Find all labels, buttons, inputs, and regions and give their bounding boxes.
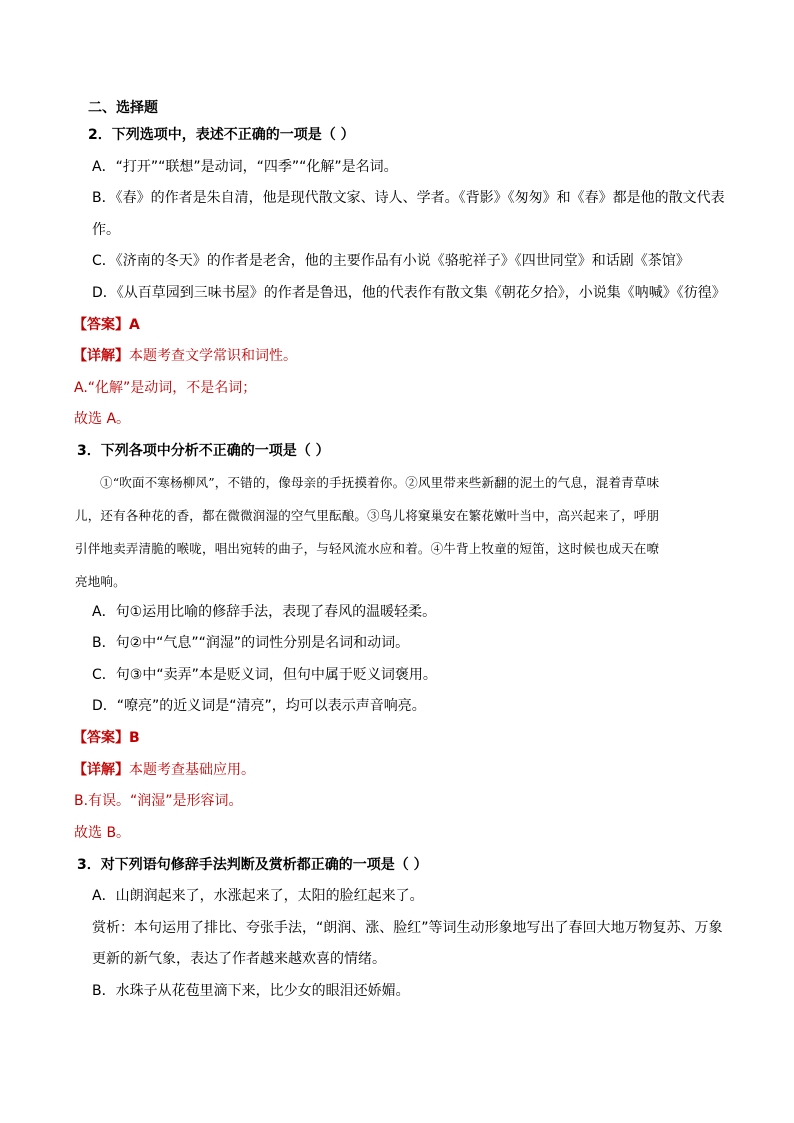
question-3a-option-d: D．“嘹亮”的近义词是“清亮”，均可以表示声音响亮。: [92, 698, 426, 714]
question-3a-option-c: C．句③中“卖弄”本是贬义词，但句中属于贬义词褒用。: [92, 667, 437, 683]
question-3a-stem: 3．下列各项中分析不正确的一项是（ ）: [77, 443, 330, 459]
question-2-option-d: D．《从百草园到三味书屋》的作者是鲁迅，他的代表作有散文集《朝花夕拾》，小说集《呐喊》《彷徨》: [92, 285, 726, 301]
passage-line-1: ①“吹面不寒杨柳风”，不错的，像母亲的手抚摸着你。②风里带来些新翻的泥土的气息，混着青草味: [100, 475, 660, 490]
answer-value: B: [129, 730, 140, 746]
question-2-stem: 2．下列选项中，表述不正确的一项是（ ）: [88, 127, 355, 143]
question-3a-detail: [73, 761, 255, 779]
question-3b-analysis-line-1: 赏析：本句运用了排比、夸张手法，“朗润、涨、脸红”等词生动形象地写出了春回大地万物复苏、万象: [92, 920, 723, 936]
answer-label: 【答案】: [73, 730, 129, 746]
passage-line-2: 儿，还有各种花的香，都在微微润湿的空气里酝酿。③鸟儿将窠巢安在繁花嫩叶当中，高兴起来了，呼朋: [75, 508, 660, 523]
question-3b-option-a: A．山朗润起来了，水涨起来了，太阳的脸红起来了。: [92, 888, 424, 904]
question-3a-answer: [73, 729, 140, 747]
question-2-detail: [73, 347, 297, 365]
answer-value: A: [129, 317, 140, 333]
detail-text: 本题考查文学常识和词性。: [129, 348, 297, 364]
question-3a-explanation: B.有误。“润湿”是形容词。: [74, 793, 243, 809]
passage-line-3: 引伴地卖弄清脆的喉咙，唱出宛转的曲子，与轻风流水应和着。④牛背上牧童的短笛，这时候也成天在嘹: [75, 541, 660, 556]
detail-label: 【详解】: [73, 348, 129, 364]
reading-passage: [75, 466, 720, 598]
question-2-option-c: C．《济南的冬天》的作者是老舍，他的主要作品有小说《骆驼祥子》《四世同堂》和话剧《茶馆》: [92, 253, 690, 269]
question-3a-option-a: A．句①运用比喻的修辞手法，表现了春风的温暖轻柔。: [92, 604, 437, 620]
question-2-answer: [73, 316, 140, 334]
question-2-option-b: B．《春》的作者是朱自清，他是现代散文家、诗人、学者。《背影》《匆匆》和《春》都是他的散文代表: [92, 190, 725, 206]
question-3b-stem: 3．对下列语句修辞手法判断及赏析都正确的一项是（ ）: [77, 857, 428, 873]
answer-label: 【答案】: [73, 317, 129, 333]
question-2-option-a: A．“打开”“联想”是动词，“四季”“化解”是名词。: [92, 159, 398, 175]
question-3a-conclusion: 故选 B。: [74, 825, 131, 841]
section-title: 二、选择题: [88, 100, 158, 116]
question-3b-analysis-line-2: 更新的新气象，表达了作者越来越欢喜的情绪。: [92, 951, 386, 967]
detail-text: 本题考查基础应用。: [129, 762, 255, 778]
passage-line-4: 亮地响。: [75, 574, 126, 589]
question-2-option-b-cont: 作。: [92, 222, 120, 238]
question-3a-option-b: B．句②中“气息”“润湿”的词性分别是名词和动词。: [92, 635, 410, 651]
question-3b-option-b: B．水珠子从花苞里滴下来，比少女的眼泪还娇媚。: [92, 983, 410, 999]
question-2-explanation: A.“化解”是动词，不是名词；: [74, 380, 257, 396]
detail-label: 【详解】: [73, 762, 129, 778]
question-2-conclusion: 故选 A。: [74, 411, 131, 427]
